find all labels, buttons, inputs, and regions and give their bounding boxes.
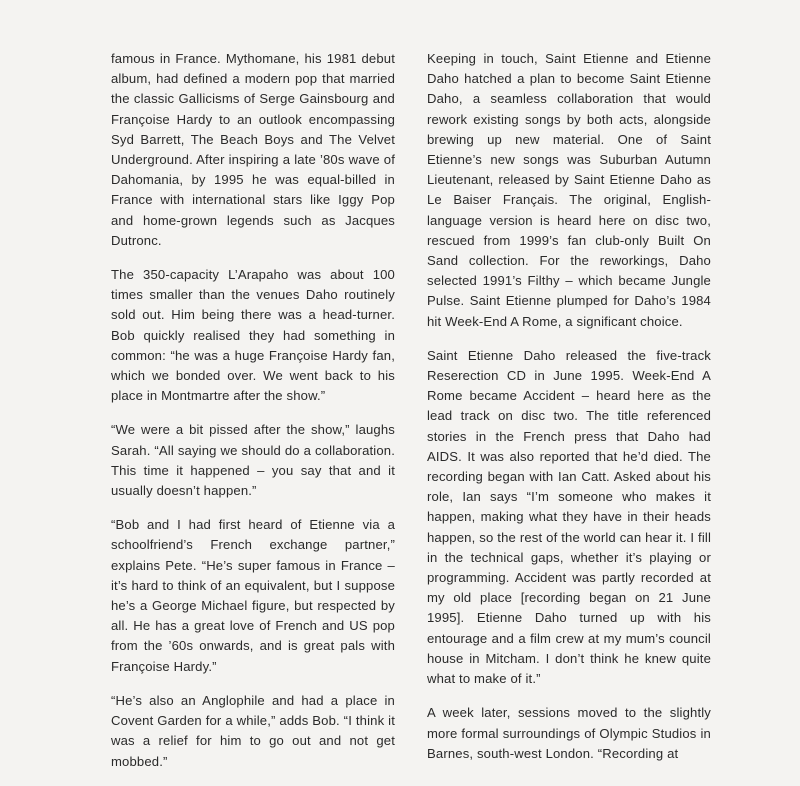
text-column-left (111, 49, 395, 786)
paragraph: A week later, sessions moved to the slightly more formal surroundings of Olympic Studios in Barnes, south-west London. “Recording at (427, 705, 711, 761)
paragraph: “We were a bit pissed after the show,” laughs Sarah. “All saying we should do a collaboration. This time it happened – you say that and it usually doesn’t happen.” (111, 422, 395, 499)
text-column-right (427, 49, 711, 778)
paragraph: “He’s also an Anglophile and had a place in Covent Garden for a while,” adds Bob. “I think it was a relief for him to go out and not get mobbed.” (111, 692, 395, 769)
paragraph: Keeping in touch, Saint Etienne and Etienne Daho hatched a plan to become Saint Etienne Daho, a seamless collaboration that would rework existing songs by both acts, alongside brewing up new material. One of Saint Etienne’s new songs was Suburban Autumn Lieutenant, released by Saint Etienne Daho as Le Baiser Français. The original, English-language version is heard here on disc two, rescued from 1999’s fan club-only Built On Sand collection. For the reworkings, Daho selected 1991’s Filthy – which became Jungle Pulse. Saint Etienne plumped for Daho’s 1984 hit Week-End A Rome, a significant choice. (427, 51, 711, 329)
paragraph: The 350-capacity L’Arapaho was about 100 times smaller than the venues Daho routinely sold out. Him being there was a head-turner. Bob quickly realised they had something in common: “he was a huge Françoise Hardy fan, which we bonded over. We went back to his place in Montmartre after the show.” (111, 267, 395, 404)
paragraph: famous in France. Mythomane, his 1981 debut album, had defined a modern pop that married the classic Gallicisms of Serge Gainsbourg and Françoise Hardy to an outlook encompassing Syd Barrett, The Beach Boys and The Velvet Underground. After inspiring a late ’80s wave of Dahomania, by 1995 he was equal-billed in France with international stars like Iggy Pop and home-grown legends such as Jacques Dutronc. (111, 51, 395, 248)
paragraph: Saint Etienne Daho released the five-track Reserection CD in June 1995. Week-End A Rome became Accident – heard here as the lead track on disc two. The title referenced stories in the French press that Daho had AIDS. It was also reported that he’d died. The recording began with Ian Catt. Asked about his role, Ian says “I’m someone who makes it happen, making what they have in their heads happen, so the rest of the world can hear it. I fill in the technical gaps, whether it’s playing or programming. Accident was partly recorded at my old place [recording began on 21 June 1995]. Etienne Daho turned up with his entourage and a film crew at my mum’s council house in Mitcham. I don’t think he knew quite what to make of it.” (427, 347, 711, 687)
paragraph: “Bob and I had first heard of Etienne via a schoolfriend’s French exchange partner,” explains Pete. “He’s super famous in France – it’s hard to think of an equivalent, but I suppose he’s a George Michael figure, but respected by all. He has a great love of French and US pop from the ’60s onwards, and is great pals with Françoise Hardy.” (111, 517, 395, 674)
